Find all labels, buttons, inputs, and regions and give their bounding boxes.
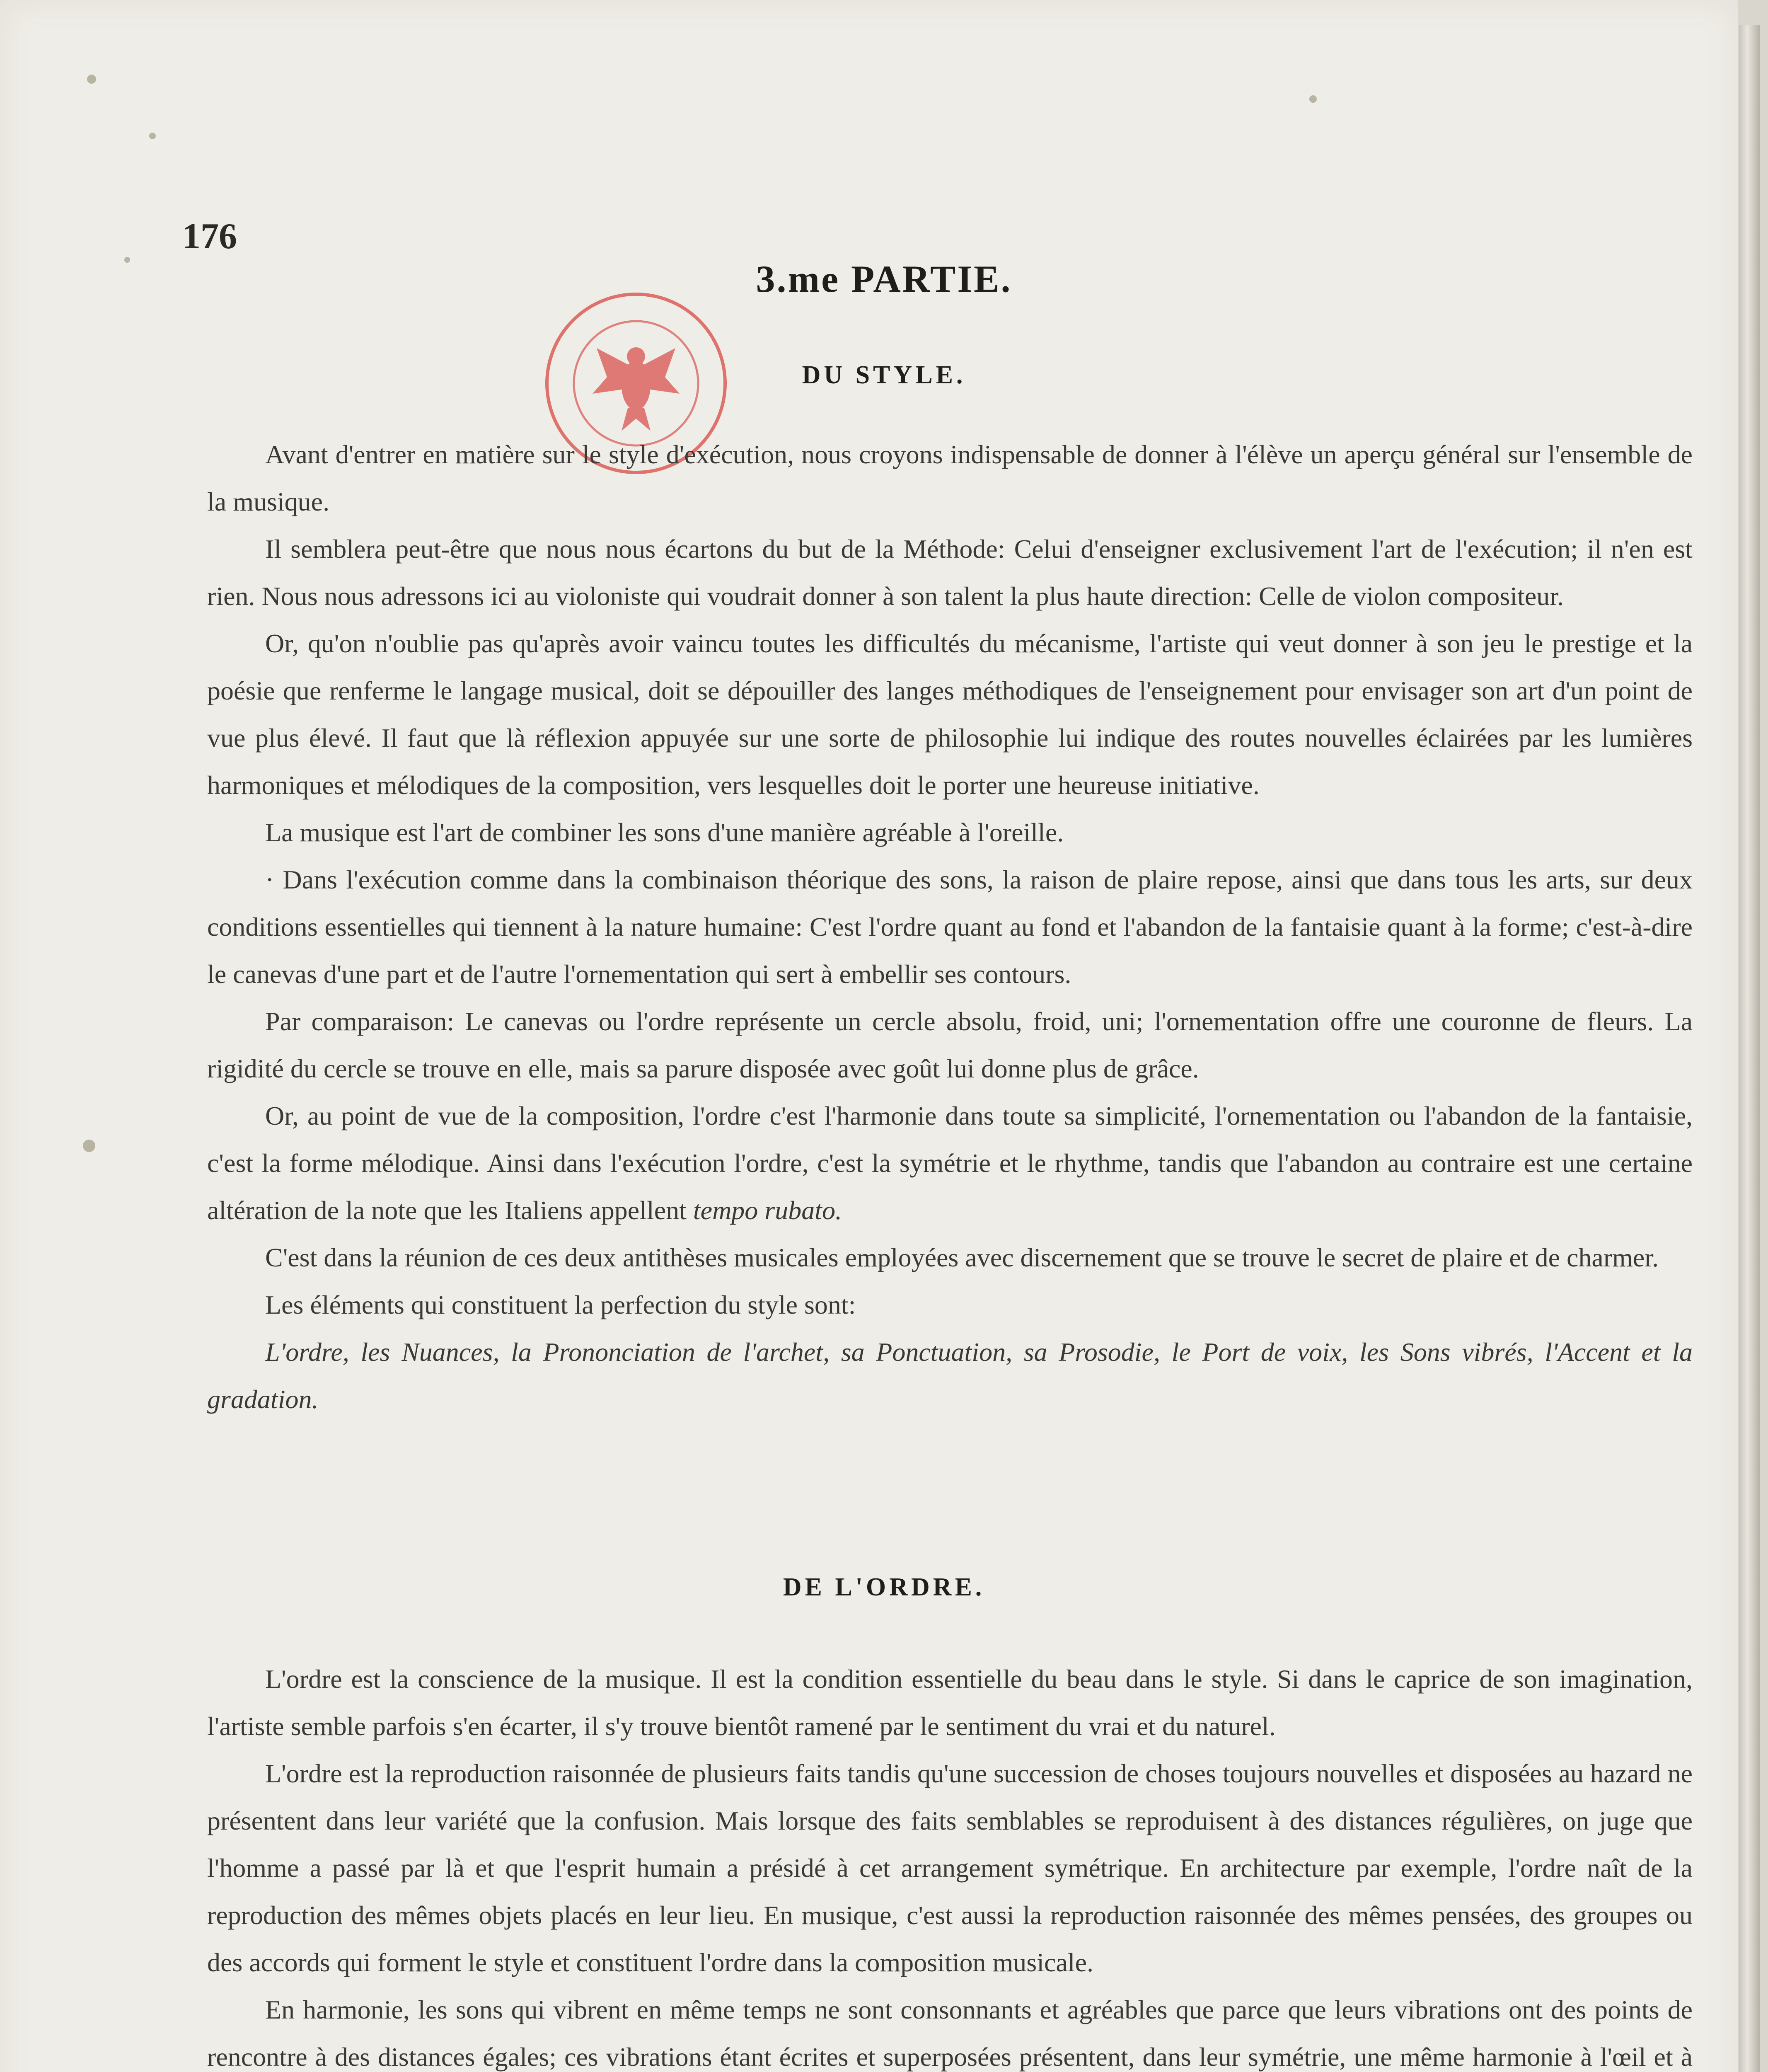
section-heading-du-style: DU STYLE. xyxy=(802,361,966,389)
paragraph: En harmonie, les sons qui vibrent en même temps ne sont consonnants et agréables que parce que leurs vibrations ont des points de rencontre à des distances égales; ces vibrations étant écrites et superposées présentent, dans leur symétrie, une même harmonie à l'œil et à xyxy=(207,1995,1693,2072)
italic-term: tempo rubato. xyxy=(693,1196,842,1225)
paragraph: L'ordre est la conscience de la musique. Il est la condition essentielle du beau dans le style. Si dans le caprice de son imagination, l'artiste semble parfois s'en écarter, il s'y trouve bientôt ramené par le sentiment du vrai et du naturel. xyxy=(207,1664,1693,1741)
paragraph: Par comparaison: Le canevas ou l'ordre représente un cercle absolu, froid, uni; l'ornementation offre une couronne de fleurs. La rigidité du cercle se trouve en elle, mais sa parure disposée avec goût lui donne plus de grâce. xyxy=(207,1007,1693,1083)
de-l-ordre-text xyxy=(207,1656,1693,2072)
page-edge xyxy=(1739,25,1760,2072)
paragraph: La musique est l'art de combiner les sons d'une manière agréable à l'oreille. xyxy=(265,818,1064,847)
page-number: 176 xyxy=(182,216,237,257)
paper-speck xyxy=(87,75,96,84)
paragraph: L'ordre est la reproduction raisonnée de plusieurs faits tandis qu'une succession de choses toujours nouvelles et disposées au hazard ne présentent dans leur variété que la confusion. Mais lorsque des faits semblables se reproduisent à des distances régulières, on juge que l'homme a passé par là et que l'esprit humain a présidé à cet arrangement symétrique. En architecture par exemple, l'ordre naît de la reproduction des mêmes objets placés en leur lieu. En musique, c'est aussi la reproduction raisonnée des mêmes pensées, des groupes ou des accords qui forment le style et constituent l'ordre dans la composition musicale. xyxy=(207,1759,1693,1977)
du-style-text xyxy=(207,431,1693,1423)
paper-speck xyxy=(83,1140,95,1152)
paragraph-elements-list: L'ordre, les Nuances, la Prononciation de l'archet, sa Ponctuation, sa Prosodie, le Port de voix, les Sons vibrés, l'Accent et la gradation. xyxy=(207,1337,1693,1414)
paragraph: Or, qu'on n'oublie pas qu'après avoir vaincu toutes les difficultés du mécanisme, l'artiste qui veut donner à son jeu le prestige et la poésie que renferme le langage musical, doit se dépouiller des langes méthodiques de l'enseignement pour envisager son art d'un point de vue plus élevé. Il faut que là réflexion appuyée sur une sorte de philosophie lui indique des routes nouvelles éclairées par les lumières harmoniques et mélodiques de la composition, vers lesquelles doit le porter une heureuse initiative. xyxy=(207,629,1693,800)
paragraph: C'est dans la réunion de ces deux antithèses musicales employées avec discernement que se trouve le secret de plaire et de charmer. xyxy=(265,1243,1659,1272)
paper-speck xyxy=(1309,95,1317,103)
paper-speck xyxy=(149,133,156,139)
paragraph: Avant d'entrer en matière sur le style d'exécution, nous croyons indispensable de donner à l'élève un aperçu général sur l'ensemble de la musique. xyxy=(207,440,1693,516)
paragraph: · Dans l'exécution comme dans la combinaison théorique des sons, la raison de plaire repose, ainsi que dans tous les arts, sur deux conditions essentielles qui tiennent à la nature humaine: C'est l'ordre quant au fond et l'abandon de la fantaisie quant à la forme; c'est-à-dire le canevas d'une part et de l'autre l'ornementation qui sert à embellir ses contours. xyxy=(207,865,1693,989)
paragraph-text: Or, au point de vue de la composition, l'ordre c'est l'harmonie dans toute sa simplicité, l'ornementation ou l'abandon de la fantaisie, c'est la forme mélodique. Ainsi dans l'exécution l'ordre, c'est la symétrie et le rhythme, tandis que l'abandon au contraire est une certaine altération de la note que les Italiens appellent xyxy=(207,1101,1693,1225)
section-heading-de-l-ordre: DE L'ORDRE. xyxy=(783,1573,985,1601)
paragraph xyxy=(207,1092,1693,1234)
paragraph: Il semblera peut-être que nous nous écartons du but de la Méthode: Celui d'enseigner exclusivement l'art de l'exécution; il n'en est rien. Nous nous adressons ici au violoniste qui voudrait donner à son talent la plus haute direction: Celle de violon compositeur. xyxy=(207,534,1693,611)
part-title: 3.me PARTIE. xyxy=(756,258,1012,300)
paragraph: Les éléments qui constituent la perfection du style sont: xyxy=(265,1290,856,1319)
